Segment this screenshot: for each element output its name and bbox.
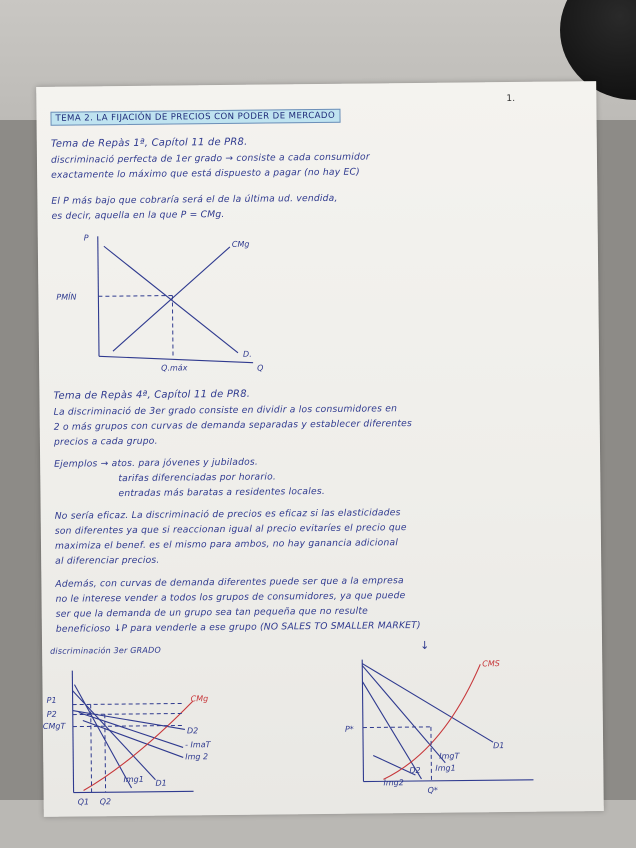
graph1-d-label: D. — [242, 349, 252, 359]
graph2-p2-label: P2 — [46, 709, 57, 719]
section2-line-3: precios a cada grupo. — [53, 435, 158, 448]
graph2-p1-dash — [73, 703, 183, 704]
section2-example-2: tarifas diferenciadas por horario. — [118, 471, 277, 485]
down-arrow-icon: ↓ — [419, 638, 430, 652]
graph2-imat-label: - ImaT — [185, 740, 211, 750]
graph-first-degree — [52, 224, 284, 376]
graph2-heading: discriminación 3er GRADO — [50, 645, 161, 656]
section1-note-2: es decir, aquella en la que P = CMg. — [51, 208, 225, 222]
section2-line-2: 2 o más grupos con curvas de demanda separadas y establecer diferentes — [53, 418, 413, 433]
graph2-y-axis — [72, 671, 73, 793]
section3-line-1: No sería eficaz. La discriminació de precios es eficaz si las elasticidades — [54, 507, 401, 522]
graph2-imat-line — [79, 711, 183, 748]
section3-line-3: maximiza el benef. es el mismo para ambos, no hay ganancia adicional — [54, 537, 399, 552]
graph1-cmg-label: CMg — [231, 239, 250, 249]
graph3-cms-curve — [382, 664, 481, 779]
graph3-qstar-dash — [431, 727, 432, 781]
graph-no-sales-small-market — [332, 650, 554, 800]
graph2-img2-label: Img 2 — [185, 752, 209, 762]
graph2-q2-label: Q2 — [99, 797, 112, 807]
section2-line-1: La discriminació de 3er grado consiste en dividir a los consumidores en — [53, 403, 398, 418]
section2-example-3: entradas más baratas a residentes locales. — [118, 485, 326, 500]
notebook-page — [36, 81, 604, 817]
section4-line-1: Además, con curvas de demanda diferentes puede ser que a la empresa — [55, 575, 404, 590]
graph3-d2-label: D2 — [409, 765, 421, 776]
graph1-cmg-line — [112, 247, 231, 351]
section1-line-1: discriminació perfecta de 1er grado → consiste a cada consumidor — [50, 151, 370, 166]
graph3-img1-label: Img1 — [435, 763, 456, 773]
graph2-img1-line — [74, 684, 131, 789]
section3-line-2: son diferentes ya que si reaccionan igual al precio evitaríes el precio que — [54, 522, 407, 537]
section1-heading: Tema de Repàs 1ª, Capítol 11 de PR8. — [50, 136, 248, 150]
page-title: TEMA 2. LA FIJACIÓN DE PRECIOS CON PODER DE MERCADO — [50, 110, 340, 124]
graph2-q1-dash — [91, 704, 92, 792]
section3-line-4: al diferenciar precios. — [55, 554, 160, 567]
section4-line-4: beneficioso ↓P para venderle a ese grupo (NO SALES TO SMALLER MARKET) — [55, 619, 421, 635]
graph3-img2-label: Img2 — [383, 778, 404, 788]
section4-line-3: ser que la demanda de un grupo sea tan pequeña que no resulte — [55, 605, 369, 620]
graph2-d1-label: D1 — [155, 778, 167, 788]
section4-line-2: no le interese vender a todos los grupos de consumidores, ya que puede — [55, 590, 406, 605]
graph3-d1-label: D1 — [493, 741, 505, 751]
graph3-y-axis — [362, 660, 363, 782]
graph1-pmin-dash — [98, 296, 172, 297]
graph2-cmgt-label: CMgT — [42, 721, 66, 731]
graph3-cms-label: CMS — [482, 659, 500, 669]
graph3-imgt-label: ImgT — [439, 751, 460, 761]
graph1-pmin-label: PMÍN — [56, 292, 77, 302]
section1-line-2: exactamente lo máximo que está dispuesto a pagar (no hay EC) — [51, 166, 360, 181]
graph3-pstar-label: P* — [344, 724, 354, 734]
graph2-cmg-label: CMg — [190, 694, 209, 704]
section2-example-1: Ejemplos → atos. para jóvenes y jubilados. — [54, 456, 259, 470]
graph2-d2-label: D2 — [186, 726, 199, 736]
graph3-pstar-dash — [363, 727, 431, 728]
page-number: 1. — [506, 93, 516, 105]
graph3-d1-line — [362, 662, 493, 743]
graph-third-degree — [42, 660, 294, 811]
section1-note-1: El P más bajo que cobraría será el de la última ud. vendida, — [51, 192, 338, 207]
graph2-q1-label: Q1 — [77, 797, 90, 807]
graph1-x-label: Q — [257, 363, 264, 373]
graph2-p1-label: P1 — [46, 695, 57, 705]
section2-heading: Tema de Repàs 4ª, Capítol 11 de PR8. — [53, 388, 251, 402]
graph3-qstar-label: Q* — [427, 785, 438, 795]
graph1-qmax-dash — [172, 296, 173, 357]
graph1-y-label: P — [83, 233, 89, 243]
graph3-img1-line — [362, 681, 421, 780]
graph2-img1-label: Img1 — [123, 774, 144, 785]
graph1-qmax-label: Q.máx — [161, 363, 188, 373]
